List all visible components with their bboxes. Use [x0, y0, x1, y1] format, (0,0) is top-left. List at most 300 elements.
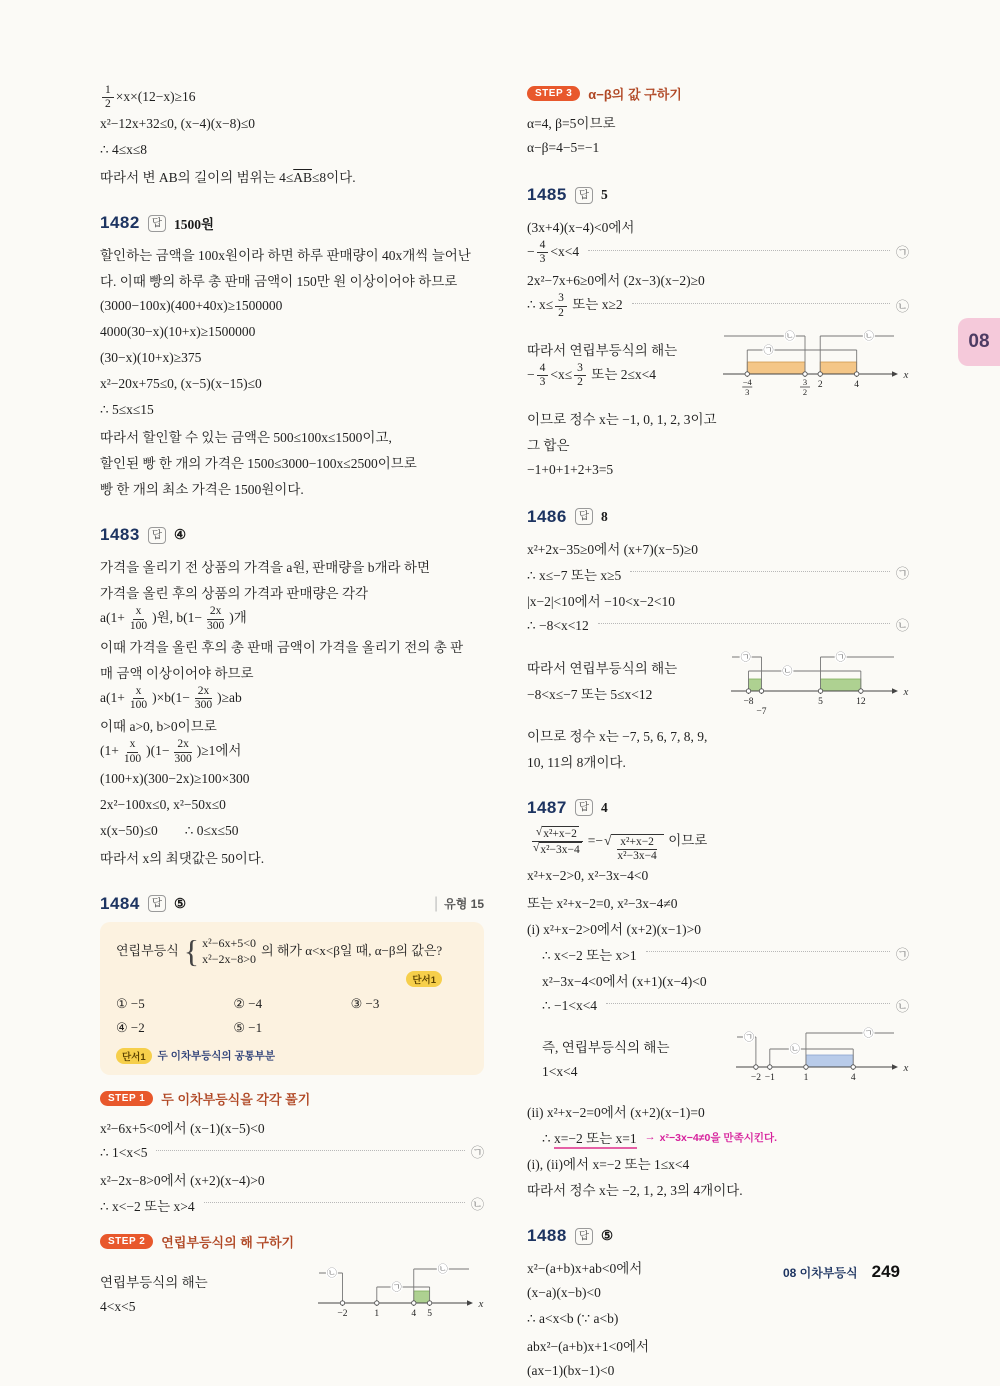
fraction-numerator: 1 [102, 84, 114, 98]
text-line [527, 993, 909, 1019]
text-line [100, 844, 484, 870]
choice-option: ⑤ −1 [233, 1019, 263, 1035]
fraction [127, 605, 150, 632]
line-text: 그 합은 [527, 437, 570, 453]
problem-number: 1486 [527, 506, 567, 526]
fraction-denominator: 3 [539, 375, 546, 388]
text-line [100, 553, 484, 579]
tick-label: 1 [374, 1308, 380, 1319]
line-text: ∴ x≤−7 또는 x≥5 [527, 567, 622, 583]
number-line-figure [721, 322, 909, 398]
step-badge: STEP 2 [100, 1234, 153, 1249]
clause-marker: ㉡ [895, 298, 909, 314]
line-text: a(1+ $\frac{x}{100}$ )×b(1− $\frac{2x}{300}$ )≥ab [100, 684, 242, 712]
tick-label: 12 [856, 696, 866, 707]
text-line [527, 680, 727, 706]
text-with-figure [527, 641, 909, 720]
text-line [527, 457, 909, 483]
text-line [100, 397, 484, 423]
fraction-denominator: 2 [577, 375, 583, 388]
text-line [527, 863, 909, 889]
number-line-figure [729, 641, 909, 715]
line-text: − $\frac{4}{3}$ <x<4 [527, 239, 580, 266]
tick-label: 3 [745, 386, 750, 397]
paragraph [100, 84, 484, 189]
answer-badge: 답 [575, 187, 593, 204]
line-text: (1+ $\frac{x}{100}$ )(1− $\frac{2x}{300}$ )≥1에서 [100, 738, 242, 765]
text-line [527, 889, 909, 915]
text-line [100, 685, 484, 712]
paragraph [527, 535, 909, 639]
line-text: x²−12x+32≤0, (x−4)(x−8)≤0 [100, 116, 256, 132]
text-line [527, 1124, 909, 1150]
left-column [100, 84, 484, 1334]
fraction-numerator: 2x [174, 738, 192, 752]
figure-row-text [527, 336, 719, 389]
range-clause-marker: ㉠ [863, 1028, 874, 1040]
dotted-leader [630, 571, 890, 572]
range-clause-marker: ㉡ [437, 1264, 448, 1276]
problem-header [527, 185, 909, 205]
line-text: √ x²+x−2 √ x²−3x−4 =− √ $\frac{\text{x²+x−2}}{\text{x²−3x−4}}$ 이므로 [527, 826, 707, 863]
line-text: 4<x<5 [100, 1299, 136, 1315]
paragraph [527, 109, 909, 161]
text-line [100, 163, 484, 189]
tick-label: 4 [854, 379, 860, 390]
radical-sign-icon: √ [535, 825, 543, 838]
line-text: (i), (ii)에서 x=−2 또는 1≤x<4 [527, 1157, 690, 1173]
fraction-denominator: x²−3x−4 [617, 849, 657, 862]
overline-text: $\overline{AB}$ [293, 170, 313, 186]
problem-number: 1488 [527, 1226, 567, 1246]
text-line [527, 587, 909, 613]
line-text: ∴ 1<x<5 [100, 1144, 148, 1160]
fraction-numerator: x [133, 605, 145, 619]
line-text: x²−6x+5<0에서 (x−1)(x−5)<0 [100, 1120, 265, 1136]
tick-label: 2 [802, 386, 808, 397]
text-line [100, 1140, 484, 1166]
text-with-figure [527, 322, 909, 403]
line-text: 1<x<4 [542, 1063, 578, 1079]
line-text: 빵 한 개의 최소 가격은 1500원이다. [100, 482, 304, 498]
line-text: ∴ a<x<b (∵ a<b) [527, 1311, 619, 1327]
answer-value: 8 [600, 508, 608, 524]
system-equation: x²−2x−8>0 [202, 951, 257, 966]
fraction-numerator: 3 [555, 292, 567, 306]
problem-header [527, 1226, 909, 1246]
fraction-denominator: 100 [123, 752, 142, 765]
line-text: 2x²−7x+6≥0에서 (2x−3)(x−2)≥0 [527, 273, 705, 289]
line-text: (100+x)(300−2x)≥100×300 [100, 770, 250, 786]
line-text: x(x−50)≤0 ∴ 0≤x≤50 [100, 822, 239, 838]
line-text: (3000−100x)(400+40x)≥1500000 [100, 298, 283, 314]
line-text: 따라서 할인할 수 있는 금액은 500≤100x≤1500이고, [100, 430, 392, 446]
text-line [100, 84, 484, 111]
fraction-denominator: 300 [174, 752, 192, 765]
fraction-numerator: x [133, 685, 145, 699]
tick-label: −8 [743, 696, 754, 707]
text-line [527, 213, 909, 239]
text-line [527, 1332, 909, 1358]
underlined-text: x=−2 또는 x=1 [554, 1131, 637, 1149]
answer-badge: 답 [575, 1228, 593, 1245]
equation-system [202, 935, 256, 967]
hint-text: 두 이차부등식의 공통부분 [157, 1050, 276, 1063]
answer-badge: 답 [148, 527, 166, 544]
clause-marker: ㉠ [470, 1145, 484, 1161]
text-line [527, 915, 909, 941]
step-title: α−β의 값 구하기 [588, 87, 682, 102]
line-text: ∴ 5≤x≤15 [100, 402, 154, 418]
line-text: ∴ x<−2 또는 x>1 [542, 948, 637, 964]
text-line [100, 605, 484, 632]
text-line [100, 267, 484, 293]
problem-header [100, 213, 484, 233]
fraction-numerator: 2x [195, 685, 213, 699]
dotted-leader [156, 1150, 465, 1151]
step-title: 연립부등식의 해 구하기 [161, 1234, 295, 1250]
fraction-numerator: 2x [207, 605, 225, 619]
type-tag-separator: | [433, 894, 439, 912]
line-text: x²−2x−8>0에서 (x+2)(x−4)>0 [100, 1172, 265, 1188]
clause-marker: ㉡ [470, 1197, 484, 1213]
question-box [100, 922, 484, 1075]
number-line-figure [734, 1021, 909, 1091]
tick-label: 5 [818, 696, 823, 707]
fraction [614, 836, 659, 863]
line-text: 즉, 연립부등식의 해는 [542, 1039, 670, 1055]
text-line [100, 1294, 314, 1320]
line-text: α−β=4−5=−1 [527, 140, 600, 155]
line-text: 이므로 정수 x는 −7, 5, 6, 7, 8, 9, [527, 728, 708, 744]
fraction [192, 685, 215, 712]
fraction-numerator: x²+x−2 [617, 836, 657, 850]
text-line [100, 738, 484, 765]
line-text: ∴ 4≤x≤8 [100, 142, 148, 158]
choice-option: ④ −2 [116, 1019, 145, 1035]
fraction [537, 362, 549, 389]
text-line [527, 561, 909, 587]
text-line [527, 535, 909, 561]
line-text: 이때 가격을 올린 후의 총 판매 금액이 가격을 올리기 전의 총 판 [100, 639, 464, 655]
radicand: x²+x−2 [543, 827, 577, 840]
line-text: 매 금액 이상이어야 하므로 [100, 665, 254, 681]
fraction-denominator: 3 [539, 253, 546, 266]
text-line [100, 345, 484, 371]
text-line [100, 423, 484, 449]
line-text: ∴ x=−2 또는 x=1 [542, 1127, 637, 1147]
line-text: $\frac{1}{2}$ ×x×(12−x)≥16 [100, 84, 196, 111]
system-brace: { [183, 932, 200, 969]
range-clause-marker: ㉠ [743, 1032, 754, 1044]
fraction-numerator: 3 [574, 362, 586, 376]
text-line [527, 654, 727, 680]
line-text: x²−(a+b)x+ab<0에서 [527, 1261, 643, 1277]
text-line [527, 266, 909, 292]
tick-label: 1 [803, 1073, 809, 1084]
text-line [527, 1098, 909, 1124]
text-line [100, 659, 484, 685]
clause-marker: ㉡ [895, 618, 909, 634]
step-badge: STEP 1 [100, 1091, 153, 1106]
text-line [100, 1192, 484, 1218]
dotted-leader [598, 623, 890, 624]
text-line [527, 748, 909, 774]
text-line [527, 362, 719, 389]
answer-badge: 답 [148, 215, 166, 232]
problem-number: 1483 [100, 525, 140, 545]
text-line [100, 633, 484, 659]
sqrt-expression [604, 834, 664, 863]
figure [721, 322, 909, 403]
text-line [527, 109, 909, 135]
fraction [121, 738, 144, 765]
figure-row-text [527, 654, 727, 706]
line-text: ∴ x<−2 또는 x>4 [100, 1198, 195, 1214]
line-text: 따라서 x의 최댓값은 50이다. [100, 850, 265, 866]
answer-value: ④ [173, 527, 187, 543]
choice-option: ① −5 [116, 995, 145, 1011]
sqrt-expression [533, 842, 582, 857]
text-with-figure [100, 1257, 484, 1332]
range-clause-marker: ㉠ [763, 345, 774, 357]
question-lead: 연립부등식 [116, 942, 179, 958]
text-line [527, 967, 909, 993]
fraction-denominator: 2 [105, 98, 111, 111]
text-line [527, 135, 909, 161]
step-header [100, 1089, 484, 1108]
hint-badge: 단서1 [116, 1048, 152, 1064]
text-line [527, 1306, 909, 1332]
line-text: abx²−(a+b)x+1<0에서 [527, 1339, 650, 1355]
fraction [127, 685, 150, 712]
line-text: (x−a)(x−b)<0 [527, 1285, 601, 1301]
figure-row-text [527, 1033, 732, 1085]
fraction [102, 84, 114, 111]
sqrt-expression [536, 826, 579, 841]
line-text: x²+2x−35≥0에서 (x+7)(x−5)≥0 [527, 541, 699, 557]
fraction-denominator [529, 842, 586, 857]
text-line [100, 319, 484, 345]
dotted-leader [588, 250, 890, 251]
text-line [527, 1280, 909, 1306]
range-clause-marker: ㉡ [782, 666, 793, 678]
text-line [100, 712, 484, 738]
range-clause-marker: ㉠ [391, 1282, 402, 1294]
line-text: 따라서 변 AB의 길이의 범위는 $4\le\overline{AB}\le 8$이다. [100, 170, 356, 186]
answer-value: 4 [600, 799, 608, 815]
text-line [527, 826, 909, 863]
dotted-leader [632, 303, 890, 304]
question-tail: 의 해가 α<x<β일 때, α−β의 값은? [261, 942, 443, 958]
text-line [527, 1059, 732, 1085]
tick-label: −7 [756, 706, 767, 715]
dotted-leader [606, 1003, 890, 1004]
type-tag: 유형 15 [444, 897, 484, 912]
text-line [527, 1358, 909, 1384]
text-line [100, 1166, 484, 1192]
paragraph [527, 722, 909, 774]
fraction [171, 738, 194, 765]
line-text: (3x+4)(x−4)<0에서 [527, 220, 635, 235]
fraction-numerator [532, 826, 583, 842]
text-line [527, 722, 909, 748]
text-with-figure [527, 1021, 909, 1096]
text-line [527, 292, 909, 319]
range-clause-marker: ㉡ [863, 331, 874, 343]
footer-page-number: 249 [871, 1262, 900, 1281]
side-note: x²−3x−4≠0을 만족시킨다. [659, 1131, 778, 1144]
paragraph [100, 553, 484, 869]
line-text: 할인하는 금액을 100x원이라 하면 하루 판매량이 40x개씩 늘어난 [100, 248, 471, 264]
problem-header [100, 894, 484, 914]
chapter-tab-number: 08 [968, 331, 990, 352]
chapter-side-tab [958, 318, 1000, 366]
figure [729, 641, 909, 720]
tick-label: 2 [817, 379, 823, 390]
line-text: −1+0+1+2+3=5 [527, 461, 614, 477]
axis-label: x [478, 1297, 484, 1310]
axis-label: x [903, 685, 909, 698]
line-text: 연립부등식의 해는 [100, 1275, 208, 1291]
system-equation: x²−6x+5<0 [202, 935, 257, 950]
radical-sign-icon: √ [603, 832, 612, 848]
fraction-denominator: 300 [194, 699, 213, 712]
step-header [527, 84, 909, 103]
answer-value: ⑤ [600, 1228, 614, 1244]
text-line [527, 1033, 732, 1059]
figure [734, 1021, 909, 1096]
text-line [100, 111, 484, 137]
text-line [100, 579, 484, 605]
axis-label: x [903, 368, 909, 381]
problem-header [527, 798, 909, 818]
line-text: 가격을 올리기 전 상품의 가격을 a원, 판매량을 b개라 하면 [100, 560, 431, 576]
range-clause-marker: ㉡ [784, 331, 795, 343]
line-text: x²−20x+75≤0, (x−5)(x−15)≤0 [100, 376, 262, 392]
answer-value: 5 [600, 187, 608, 202]
number-line-figure [316, 1257, 484, 1327]
text-line [527, 405, 909, 431]
range-clause-marker: ㉠ [835, 652, 846, 664]
text-line [527, 613, 909, 639]
note-arrow-icon: → [644, 1131, 656, 1144]
line-text: ∴ −1<x<4 [542, 998, 598, 1014]
text-line [100, 293, 484, 319]
text-line [527, 239, 909, 266]
hint-row [116, 1048, 468, 1064]
tick-label: 4 [850, 1073, 856, 1084]
question-statement [116, 932, 468, 969]
tick-label: −2 [750, 1073, 761, 1084]
text-line [527, 1176, 909, 1202]
line-text: 2x²−100x≤0, x²−50x≤0 [100, 796, 226, 812]
line-text: a(1+ $\frac{x}{100}$ )원, b(1− $\frac{2x}{300}$ )개 [100, 605, 247, 632]
line-text: 10, 11의 8개이다. [527, 754, 626, 770]
step-badge: STEP 3 [527, 86, 580, 101]
line-text: 이므로 정수 x는 −1, 0, 1, 2, 3이고 [527, 411, 717, 427]
paragraph [527, 1098, 909, 1202]
fraction-denominator: 300 [207, 619, 225, 632]
problem-header [100, 525, 484, 545]
problem-number: 1485 [527, 185, 567, 204]
figure [316, 1257, 484, 1332]
problem-number: 1484 [100, 893, 140, 913]
text-line [100, 818, 484, 844]
paragraph [100, 1114, 484, 1218]
line-text: 다. 이때 빵의 하루 총 판매 금액이 150만 원 이상이어야 하므로 [100, 274, 458, 290]
axis-label: x [903, 1062, 909, 1075]
line-text: 4000(30−x)(10+x)≥1500000 [100, 324, 256, 340]
dotted-leader [204, 1202, 465, 1203]
tick-label: 4 [411, 1308, 417, 1319]
line-text: −8<x≤−7 또는 5≤x<12 [527, 687, 653, 703]
line-text: 따라서 정수 x는 −2, 1, 2, 3의 4개이다. [527, 1183, 743, 1199]
line-text: 가격을 올린 후의 상품의 가격과 판매량은 각각 [100, 586, 369, 602]
paragraph [527, 213, 909, 320]
text-line [100, 371, 484, 397]
range-clause-marker: ㉡ [326, 1268, 337, 1280]
choice-list [116, 996, 468, 1036]
answer-value: 1500원 [173, 217, 215, 233]
text-line [100, 449, 484, 475]
line-text: 할인된 빵 한 개의 가격은 1500≤3000−100x≤2500이므로 [100, 456, 417, 472]
footer-chapter-title: 08 이차부등식 [782, 1266, 858, 1280]
fraction [555, 292, 567, 319]
range-clause-marker: ㉠ [740, 652, 751, 664]
page-footer [783, 1262, 900, 1282]
fraction-numerator: x [127, 738, 139, 752]
fraction-numerator: 4 [537, 362, 549, 376]
problem-number: 1487 [527, 797, 567, 817]
line-text: (ii) x²+x−2=0에서 (x+2)(x−1)=0 [527, 1105, 705, 1121]
clause-marker: ㉠ [895, 566, 909, 582]
line-text: 또는 x²+x−2=0, x²−3x−4≠0 [527, 896, 678, 912]
text-line [527, 431, 909, 457]
fraction [204, 605, 227, 632]
step-header [100, 1232, 484, 1251]
choice-option: ③ −3 [350, 995, 380, 1011]
answer-value: ⑤ [173, 895, 187, 911]
line-text: 이때 a>0, b>0이므로 [100, 719, 217, 735]
text-line [527, 941, 909, 967]
clause-marker: ㉠ [895, 245, 909, 261]
text-line [100, 792, 484, 818]
text-line [527, 1150, 909, 1176]
fraction-numerator: 4 [537, 239, 549, 253]
line-text: x²−3x−4<0에서 (x+1)(x−4)<0 [542, 974, 707, 990]
tick-label: −2 [337, 1308, 348, 1319]
clause-marker: ㉡ [895, 998, 909, 1014]
text-line [527, 336, 719, 362]
line-text: α=4, β=5이므로 [527, 116, 616, 131]
fraction-denominator: 100 [129, 619, 148, 632]
fraction-denominator: 100 [129, 699, 148, 712]
type-tag-wrap [434, 895, 484, 913]
paragraph [527, 826, 909, 1019]
tick-label: 3 [802, 376, 808, 387]
answer-badge: 답 [148, 895, 166, 912]
dotted-leader [646, 951, 890, 952]
line-text: 따라서 연립부등식의 해는 [527, 661, 678, 677]
answer-badge: 답 [575, 799, 593, 816]
line-text: ∴ −8<x<12 [527, 617, 589, 633]
fraction-denominator: 2 [558, 306, 564, 319]
paragraph [527, 405, 909, 483]
fraction [529, 826, 586, 857]
line-text: x²+x−2>0, x²−3x−4<0 [527, 868, 649, 884]
figure-row-text [100, 1268, 314, 1320]
